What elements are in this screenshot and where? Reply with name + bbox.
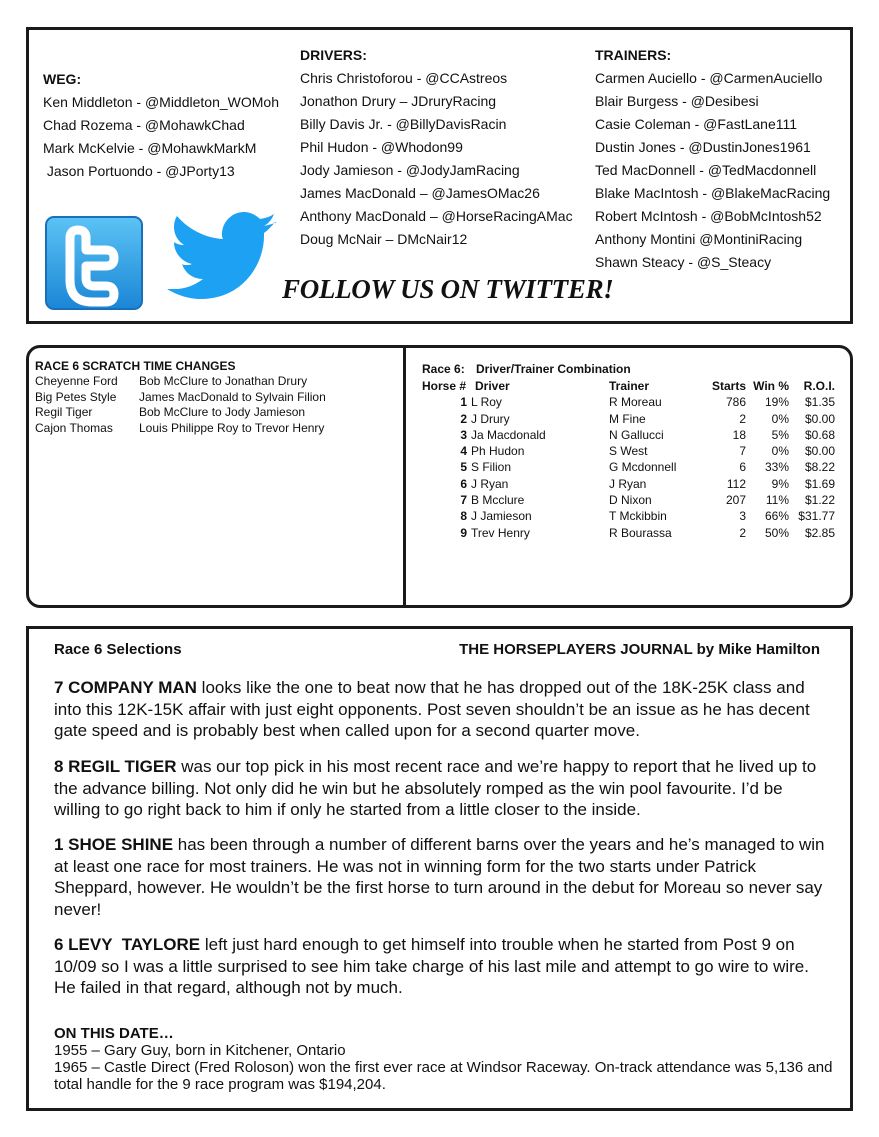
combo-win-pct: 5% bbox=[771, 427, 789, 442]
combo-driver: B Mcclure bbox=[471, 493, 525, 508]
combo-trainer: N Gallucci bbox=[609, 427, 664, 442]
combo-win-pct: 11% bbox=[765, 493, 789, 508]
combo-starts: 112 bbox=[726, 476, 746, 491]
weg-handle[interactable]: Mark McKelvie - @MohawkMarkM bbox=[43, 140, 257, 156]
combo-horse-num: 4 bbox=[460, 444, 467, 459]
scratch-change: Bob McClure to Jody Jamieson bbox=[139, 405, 306, 419]
combo-header: Driver bbox=[475, 379, 510, 393]
combo-win-pct: 33% bbox=[764, 460, 789, 475]
trainer-handle[interactable]: Dustin Jones - @DustinJones1961 bbox=[595, 139, 811, 155]
combo-row bbox=[422, 476, 835, 492]
driver-handle[interactable]: Phil Hudon - @Whodon99 bbox=[300, 139, 463, 155]
otd-entry: 1965 – Castle Direct (Fred Roloson) won the first ever race at Windsor Raceway. On-track attendance was 5,136 and total handle for the 9 race program was $194,204. bbox=[54, 1059, 833, 1093]
scratch-horse: Big Petes Style bbox=[35, 389, 117, 404]
combo-trainer: S West bbox=[609, 444, 648, 459]
panel-divider bbox=[403, 348, 406, 605]
combo-driver: J Jamieson bbox=[471, 509, 532, 524]
pick-text: looks like the one to beat now that he has dropped out of the 18K-25K class and into this 12K-15K affair with just eight opponents. Post seven shouldn’t be an issue as he has decent gate speed and is probably best when called upon for a second quarter move. bbox=[54, 678, 810, 740]
combo-win-pct: 0% bbox=[771, 444, 789, 459]
combo-row bbox=[422, 459, 835, 475]
combo-win-pct: 0% bbox=[771, 411, 789, 426]
combo-horse-num: 3 bbox=[460, 427, 467, 442]
combo-roi: $1.22 bbox=[804, 493, 835, 508]
scratch-change: Louis Philippe Roy to Trevor Henry bbox=[139, 420, 325, 435]
combo-horse-num: 2 bbox=[460, 411, 467, 426]
trainers-column bbox=[595, 44, 830, 274]
drivers-column bbox=[300, 44, 573, 251]
trainer-handle[interactable]: Carmen Auciello - @CarmenAuciello bbox=[595, 70, 823, 86]
combo-header: Starts bbox=[711, 379, 746, 393]
combo-row bbox=[422, 508, 835, 524]
driver-handle[interactable]: Doug McNair – DMcNair12 bbox=[300, 231, 468, 247]
combo-driver: J Ryan bbox=[471, 476, 509, 491]
combo-trainer: R Bourassa bbox=[609, 525, 672, 540]
driver-handle[interactable]: Billy Davis Jr. - @BillyDavisRacin bbox=[300, 116, 507, 132]
combo-starts: 2 bbox=[739, 525, 746, 540]
combo-starts: 3 bbox=[739, 509, 746, 524]
pick-horse: 6 LEVY TAYLORE bbox=[54, 935, 201, 954]
pick-paragraph bbox=[54, 677, 829, 742]
driver-handle[interactable]: Jody Jamieson - @JodyJamRacing bbox=[300, 162, 520, 178]
scratch-horse: Cajon Thomas bbox=[35, 420, 113, 435]
trainers-heading: TRAINERS: bbox=[595, 47, 672, 63]
combo-row bbox=[422, 525, 835, 541]
pick-paragraph bbox=[54, 834, 829, 920]
driver-handle[interactable]: James MacDonald – @JamesOMac26 bbox=[300, 185, 540, 201]
combo-driver: L Roy bbox=[471, 395, 502, 410]
combo-roi: $2.85 bbox=[804, 525, 835, 540]
trainer-handle[interactable]: Blake MacIntosh - @BlakeMacRacing bbox=[595, 185, 831, 201]
combo-starts: 786 bbox=[725, 395, 746, 410]
combo-row bbox=[422, 443, 835, 459]
combo-driver: Ph Hudon bbox=[471, 444, 525, 459]
pick-horse: 8 REGIL TIGER bbox=[54, 757, 177, 776]
twitter-bird-icon[interactable] bbox=[159, 210, 279, 310]
scratch-row bbox=[35, 421, 326, 437]
combo-win-pct: 66% bbox=[764, 509, 789, 524]
pick-text: left just hard enough to get himself into trouble when he started from Post 9 on 10/09 so I was a little surprised to see him take charge of his last mile and attempt to go wire to wire. He failed in that regard, although not by much. bbox=[54, 935, 809, 997]
driver-handle[interactable]: Chris Christoforou - @CCAstreos bbox=[300, 70, 508, 86]
on-this-date bbox=[54, 1025, 834, 1093]
combo-roi: $1.69 bbox=[804, 476, 835, 491]
journal-heading: THE HORSEPLAYERS JOURNAL by Mike Hamilton bbox=[459, 641, 820, 658]
combo-trainer: T Mckibbin bbox=[609, 509, 667, 524]
weg-column bbox=[43, 68, 279, 183]
combo-starts: 7 bbox=[739, 444, 746, 459]
combo-title: Driver/Trainer Combination bbox=[476, 362, 631, 376]
combo-win-pct: 19% bbox=[764, 395, 789, 410]
combo-header: Horse # bbox=[422, 379, 467, 393]
twitter-panel bbox=[26, 27, 853, 324]
combo-header: R.O.I. bbox=[803, 379, 835, 393]
combo-row bbox=[422, 427, 835, 443]
combo-row bbox=[422, 394, 835, 410]
pick-horse: 1 SHOE SHINE bbox=[54, 835, 174, 854]
scratch-change: James MacDonald to Sylvain Filion bbox=[139, 389, 326, 404]
driver-handle[interactable]: Jonathon Drury – JDruryRacing bbox=[300, 93, 497, 109]
scratch-row bbox=[35, 374, 326, 390]
combo-title-row bbox=[422, 362, 835, 378]
twitter-square-logo-icon[interactable] bbox=[45, 216, 143, 310]
scratch-row bbox=[35, 390, 326, 406]
trainer-handle[interactable]: Ted MacDonnell - @TedMacdonnell bbox=[595, 162, 817, 178]
otd-heading: ON THIS DATE… bbox=[54, 1025, 174, 1042]
combo-header-row bbox=[422, 378, 835, 394]
combo-trainer: J Ryan bbox=[609, 476, 647, 491]
trainer-handle[interactable]: Robert McIntosh - @BobMcIntosh52 bbox=[595, 208, 822, 224]
combo-driver: S Filion bbox=[471, 460, 512, 475]
combo-horse-num: 8 bbox=[460, 509, 467, 524]
combo-starts: 6 bbox=[739, 460, 746, 475]
combo-trainer: D Nixon bbox=[609, 493, 652, 508]
combo-trainer: M Fine bbox=[609, 411, 646, 426]
combo-roi: $0.00 bbox=[804, 411, 835, 426]
combo-table bbox=[422, 378, 835, 541]
otd-entry: 1955 – Gary Guy, born in Kitchener, Ontario bbox=[54, 1042, 346, 1059]
trainer-handle[interactable]: Casie Coleman - @FastLane111 bbox=[595, 116, 798, 132]
combo-header: Trainer bbox=[609, 379, 650, 393]
combo-win-pct: 9% bbox=[771, 476, 789, 491]
trainer-handle[interactable]: Shawn Steacy - @S_Steacy bbox=[595, 254, 772, 270]
pick-text: has been through a number of different barns over the years and he’s managed to win at least one race for most trainers. He was not in winning form for the two starts under Patrick Sheppard, however. He wouldn’t be the first horse to turn around in the debut for Moreau so never say never! bbox=[54, 835, 825, 919]
combo-starts: 18 bbox=[732, 427, 746, 442]
combo-driver: Ja Macdonald bbox=[471, 427, 546, 442]
driver-trainer-combo bbox=[422, 362, 835, 541]
combo-roi: $8.22 bbox=[804, 460, 835, 475]
weg-handle[interactable]: Jason Portuondo - @JPorty13 bbox=[43, 163, 235, 179]
combo-starts: 2 bbox=[739, 411, 746, 426]
combo-trainer: G Mcdonnell bbox=[609, 460, 677, 475]
combo-horse-num: 9 bbox=[460, 525, 467, 540]
drivers-heading: DRIVERS: bbox=[300, 47, 367, 63]
pick-text: was our top pick in his most recent race and we’re happy to report that he lived up to the advance billing. Not only did he win but he absolutely romped as the win pool favourite. I’d be willing to go right back to him if only he started from a little closer to the inside. bbox=[54, 757, 817, 819]
weg-heading: WEG: bbox=[43, 71, 82, 87]
combo-starts: 207 bbox=[725, 493, 746, 508]
combo-roi: $0.00 bbox=[804, 444, 835, 459]
selections-heading: Race 6 Selections bbox=[54, 641, 182, 658]
combo-race: Race 6: bbox=[422, 362, 465, 376]
trainer-handle[interactable]: Blair Burgess - @Desibesi bbox=[595, 93, 759, 109]
combo-horse-num: 1 bbox=[460, 395, 467, 410]
combo-roi: $31.77 bbox=[798, 509, 835, 524]
combo-roi: $1.35 bbox=[804, 395, 835, 410]
combo-horse-num: 7 bbox=[460, 493, 467, 508]
combo-row bbox=[422, 492, 835, 508]
combo-horse-num: 5 bbox=[460, 460, 467, 475]
driver-handle[interactable]: Anthony MacDonald – @HorseRacingAMac bbox=[300, 208, 573, 224]
weg-handle[interactable]: Ken Middleton - @Middleton_WOMoh bbox=[43, 94, 279, 110]
combo-win-pct: 50% bbox=[764, 525, 789, 540]
combo-header: Win % bbox=[753, 379, 789, 393]
race-info-panel bbox=[26, 345, 853, 608]
pick-horse: 7 COMPANY MAN bbox=[54, 678, 197, 697]
scratch-horse: Regil Tiger bbox=[35, 405, 93, 419]
pick-paragraph bbox=[54, 934, 829, 999]
follow-us-banner: FOLLOW US ON TWITTER! bbox=[282, 274, 614, 304]
weg-handle[interactable]: Chad Rozema - @MohawkChad bbox=[43, 117, 245, 133]
combo-driver: Trev Henry bbox=[471, 525, 530, 540]
combo-row bbox=[422, 411, 835, 427]
scratch-changes bbox=[35, 358, 326, 436]
combo-roi: $0.68 bbox=[804, 427, 835, 442]
scratch-change: Bob McClure to Jonathan Drury bbox=[139, 374, 308, 388]
selections-panel bbox=[26, 626, 853, 1111]
combo-trainer: R Moreau bbox=[609, 395, 662, 410]
combo-driver: J Drury bbox=[471, 411, 510, 426]
trainer-handle[interactable]: Anthony Montini @MontiniRacing bbox=[595, 231, 803, 247]
scratch-row bbox=[35, 405, 326, 421]
combo-horse-num: 6 bbox=[460, 476, 467, 491]
scratch-title: RACE 6 SCRATCH TIME CHANGES bbox=[35, 359, 236, 373]
pick-paragraph bbox=[54, 756, 829, 821]
scratch-horse: Cheyenne Ford bbox=[35, 374, 118, 388]
